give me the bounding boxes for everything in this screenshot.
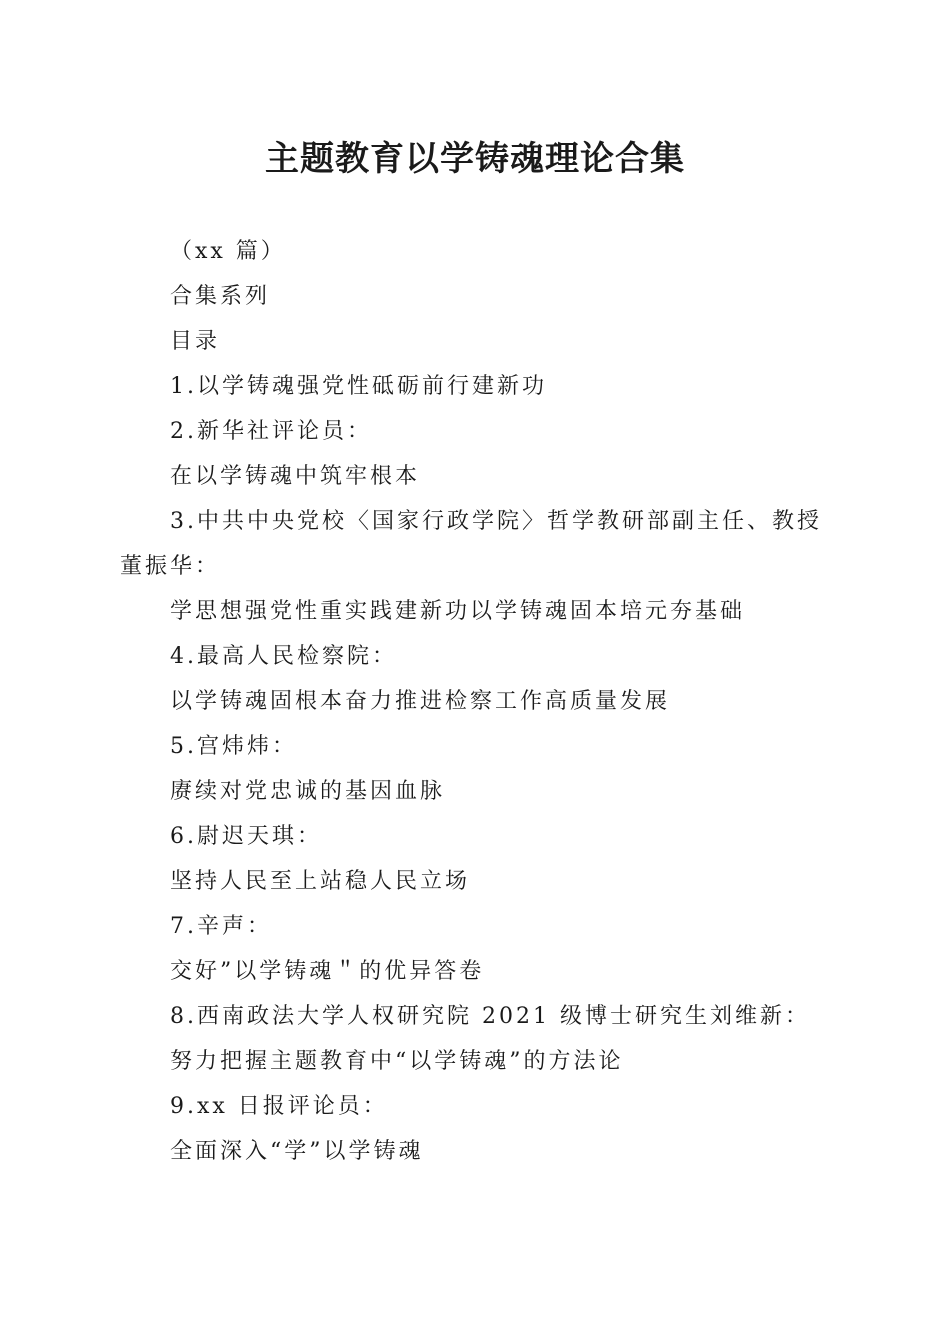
toc-item-8-author: 8.西南政法大学人权研究院 2021 级博士研究生刘维新：	[170, 1004, 810, 1029]
toc-item-1-title: 1.以学铸魂强党性砥砺前行建新功	[170, 374, 547, 399]
toc-item-5-author: 5.宫炜炜：	[170, 734, 297, 759]
toc-item-8-title: 努力把握主题教育中“以学铸魂”的方法论	[170, 1049, 624, 1074]
toc-item-2-author: 2.新华社评论员：	[170, 419, 372, 444]
document-body	[120, 229, 830, 1174]
toc-item-3-author: 3.中共中央党校〈国家行政学院〉哲学教研部副主任、教授董振华：	[120, 509, 822, 579]
document-title: 主题教育以学铸魂理论合集	[265, 139, 685, 179]
toc-item-4-author: 4.最高人民检察院：	[170, 644, 397, 669]
article-count-line: （xx 篇）	[170, 239, 286, 264]
series-label: 合集系列	[170, 284, 271, 309]
toc-item-3-title: 学思想强党性重实践建新功以学铸魂固本培元夯基础	[170, 599, 746, 624]
toc-item-6-author: 6.尉迟天琪：	[170, 824, 322, 849]
toc-item-5-title: 赓续对党忠诚的基因血脉	[170, 779, 446, 804]
toc-item-2-title: 在以学铸魂中筑牢根本	[170, 464, 421, 489]
toc-heading: 目录	[170, 329, 221, 354]
toc-item-7-title: 交好”以学铸魂＂的优异答卷	[170, 959, 485, 984]
toc-item-9-title: 全面深入“学”以学铸魂	[170, 1139, 424, 1164]
toc-item-4-title: 以学铸魂固根本奋力推进检察工作高质量发展	[170, 689, 671, 714]
toc-item-7-author: 7.辛声：	[170, 914, 272, 939]
toc-item-6-title: 坚持人民至上站稳人民立场	[170, 869, 471, 894]
toc-item-9-author: 9.xx 日报评论员：	[170, 1094, 388, 1119]
